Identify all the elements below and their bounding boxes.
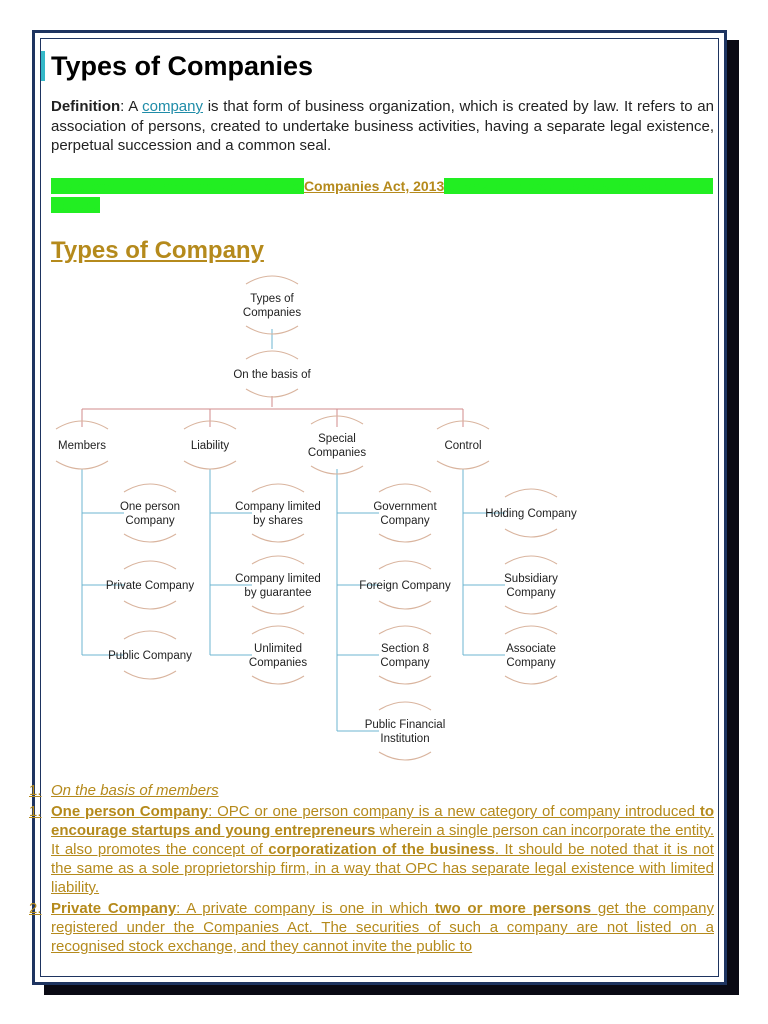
definition-text: is that form of business organization, which is created by law. It refers to an association of persons, created to undertake business activities, having a separate legal existence, perpetual succession and a common seal. xyxy=(51,98,714,154)
node-arc-bottom xyxy=(252,676,304,684)
node-arc-top xyxy=(246,351,298,359)
definition-pre: : A xyxy=(120,98,143,115)
node-arc-bottom xyxy=(437,461,489,469)
node-arc-bottom xyxy=(379,534,431,542)
node-arc-bottom xyxy=(124,671,176,679)
node-arc-top xyxy=(252,484,304,492)
title-accent-bar xyxy=(41,51,45,81)
child-node-public-financial-institution: Public Financial Institution xyxy=(364,719,446,745)
child-node-unlimited-companies: Unlimited Companies xyxy=(248,643,308,669)
highlighted-paragraph xyxy=(51,177,714,215)
child-node-private-company: Private Company xyxy=(105,580,195,592)
node-arc-top xyxy=(505,556,557,564)
section-heading: Types of Company xyxy=(51,237,264,264)
node-arc-top xyxy=(252,626,304,634)
list-item xyxy=(29,802,714,897)
list-item-text[interactable] xyxy=(51,803,714,896)
node-arc-top xyxy=(379,484,431,492)
term-bold: One person Company xyxy=(51,803,209,820)
diagram-connectors xyxy=(82,329,505,731)
node-arc-top xyxy=(505,489,557,497)
child-node-public-company: Public Company xyxy=(108,650,192,662)
node-arc-bottom xyxy=(184,461,236,469)
page-frame xyxy=(29,30,727,985)
child-node-subsidiary-company: Subsidiary Company xyxy=(504,573,558,599)
category-node-special-companies: Special Companies xyxy=(307,433,367,459)
node-arc-top xyxy=(252,556,304,564)
list-number: 1. xyxy=(29,803,42,820)
highlight-post: or any other previous acts, prevalent in the country. xyxy=(51,178,713,213)
category-node-members: Members xyxy=(58,440,106,452)
diagram-basis-node: On the basis of xyxy=(233,369,311,381)
node-arc-top xyxy=(124,484,176,492)
list-number: 1. xyxy=(29,782,42,799)
node-arc-top xyxy=(505,626,557,634)
child-node-section-8-company: Section 8 Company xyxy=(380,643,430,669)
child-node-company-limited-by-shares: Company limited by shares xyxy=(235,501,321,527)
list-item xyxy=(29,781,714,800)
child-node-holding-company: Holding Company xyxy=(485,508,577,520)
node-arc-top xyxy=(124,631,176,639)
node-arc-bottom xyxy=(252,534,304,542)
term-bold: corporatization of the business xyxy=(268,841,495,858)
node-arc-bottom xyxy=(124,534,176,542)
node-arc-top xyxy=(379,561,431,569)
list-number: 2. xyxy=(29,900,42,917)
node-arc-bottom xyxy=(505,676,557,684)
node-arc-bottom xyxy=(505,529,557,537)
page-inner-border xyxy=(29,38,719,977)
node-arc-bottom xyxy=(379,676,431,684)
child-node-company-limited-by-guarantee: Company limited by guarantee xyxy=(235,573,321,599)
definition-label: Definition xyxy=(51,98,121,115)
company-link[interactable]: company xyxy=(142,98,203,115)
node-arc-top xyxy=(246,276,298,284)
node-arc-bottom xyxy=(246,389,298,397)
list-item-text[interactable] xyxy=(51,900,714,955)
list-item-text[interactable]: On the basis of members xyxy=(51,782,219,799)
term-bold: to encourage startups and young entrepreneurs xyxy=(51,803,714,839)
child-node-foreign-company: Foreign Company xyxy=(359,580,451,592)
page-title: Types of Companies xyxy=(51,51,314,81)
child-node-government-company: Government Company xyxy=(373,501,437,527)
node-arc-bottom xyxy=(379,752,431,760)
child-node-one-person-company: One person Company xyxy=(119,501,181,527)
node-arc-top xyxy=(124,561,176,569)
term-bold: two or more persons xyxy=(434,900,592,917)
node-arc-bottom xyxy=(124,601,176,609)
text-run: : A private company is one in which xyxy=(176,900,435,917)
companies-act-link[interactable]: Companies Act, 2013 xyxy=(303,178,445,194)
text-run: . It should be noted that it is not the same as a sole proprietorship firm, in a way that OPC has separate legal existence with limited liability. xyxy=(51,841,714,896)
node-arc-top xyxy=(379,702,431,710)
node-arc-bottom xyxy=(379,601,431,609)
types-list xyxy=(29,781,714,958)
highlight-pre: It is a legal entity incorporated under the xyxy=(51,178,304,194)
text-run: : OPC or one person company is a new category of company introduced xyxy=(208,803,700,820)
text-run: get the company registered under the Companies Act. The securities of such a company are not listed on a recognised stock exchange, and they cannot invite the public to xyxy=(51,900,714,955)
text-run: wherein a single person can incorporate the entity. It also promotes the concept of xyxy=(51,822,714,858)
node-arc-bottom xyxy=(56,461,108,469)
list-item xyxy=(29,899,714,956)
category-node-control: Control xyxy=(444,440,482,452)
term-bold: Private Company xyxy=(51,900,177,917)
company-types-diagram xyxy=(41,279,721,779)
diagram-root-node: Types of Companies xyxy=(242,293,302,319)
category-node-liability: Liability xyxy=(190,440,230,452)
child-node-associate-company: Associate Company xyxy=(506,643,556,669)
definition-paragraph xyxy=(51,97,714,156)
node-arc-bottom xyxy=(252,606,304,614)
node-arc-bottom xyxy=(505,606,557,614)
node-arc-top xyxy=(379,626,431,634)
